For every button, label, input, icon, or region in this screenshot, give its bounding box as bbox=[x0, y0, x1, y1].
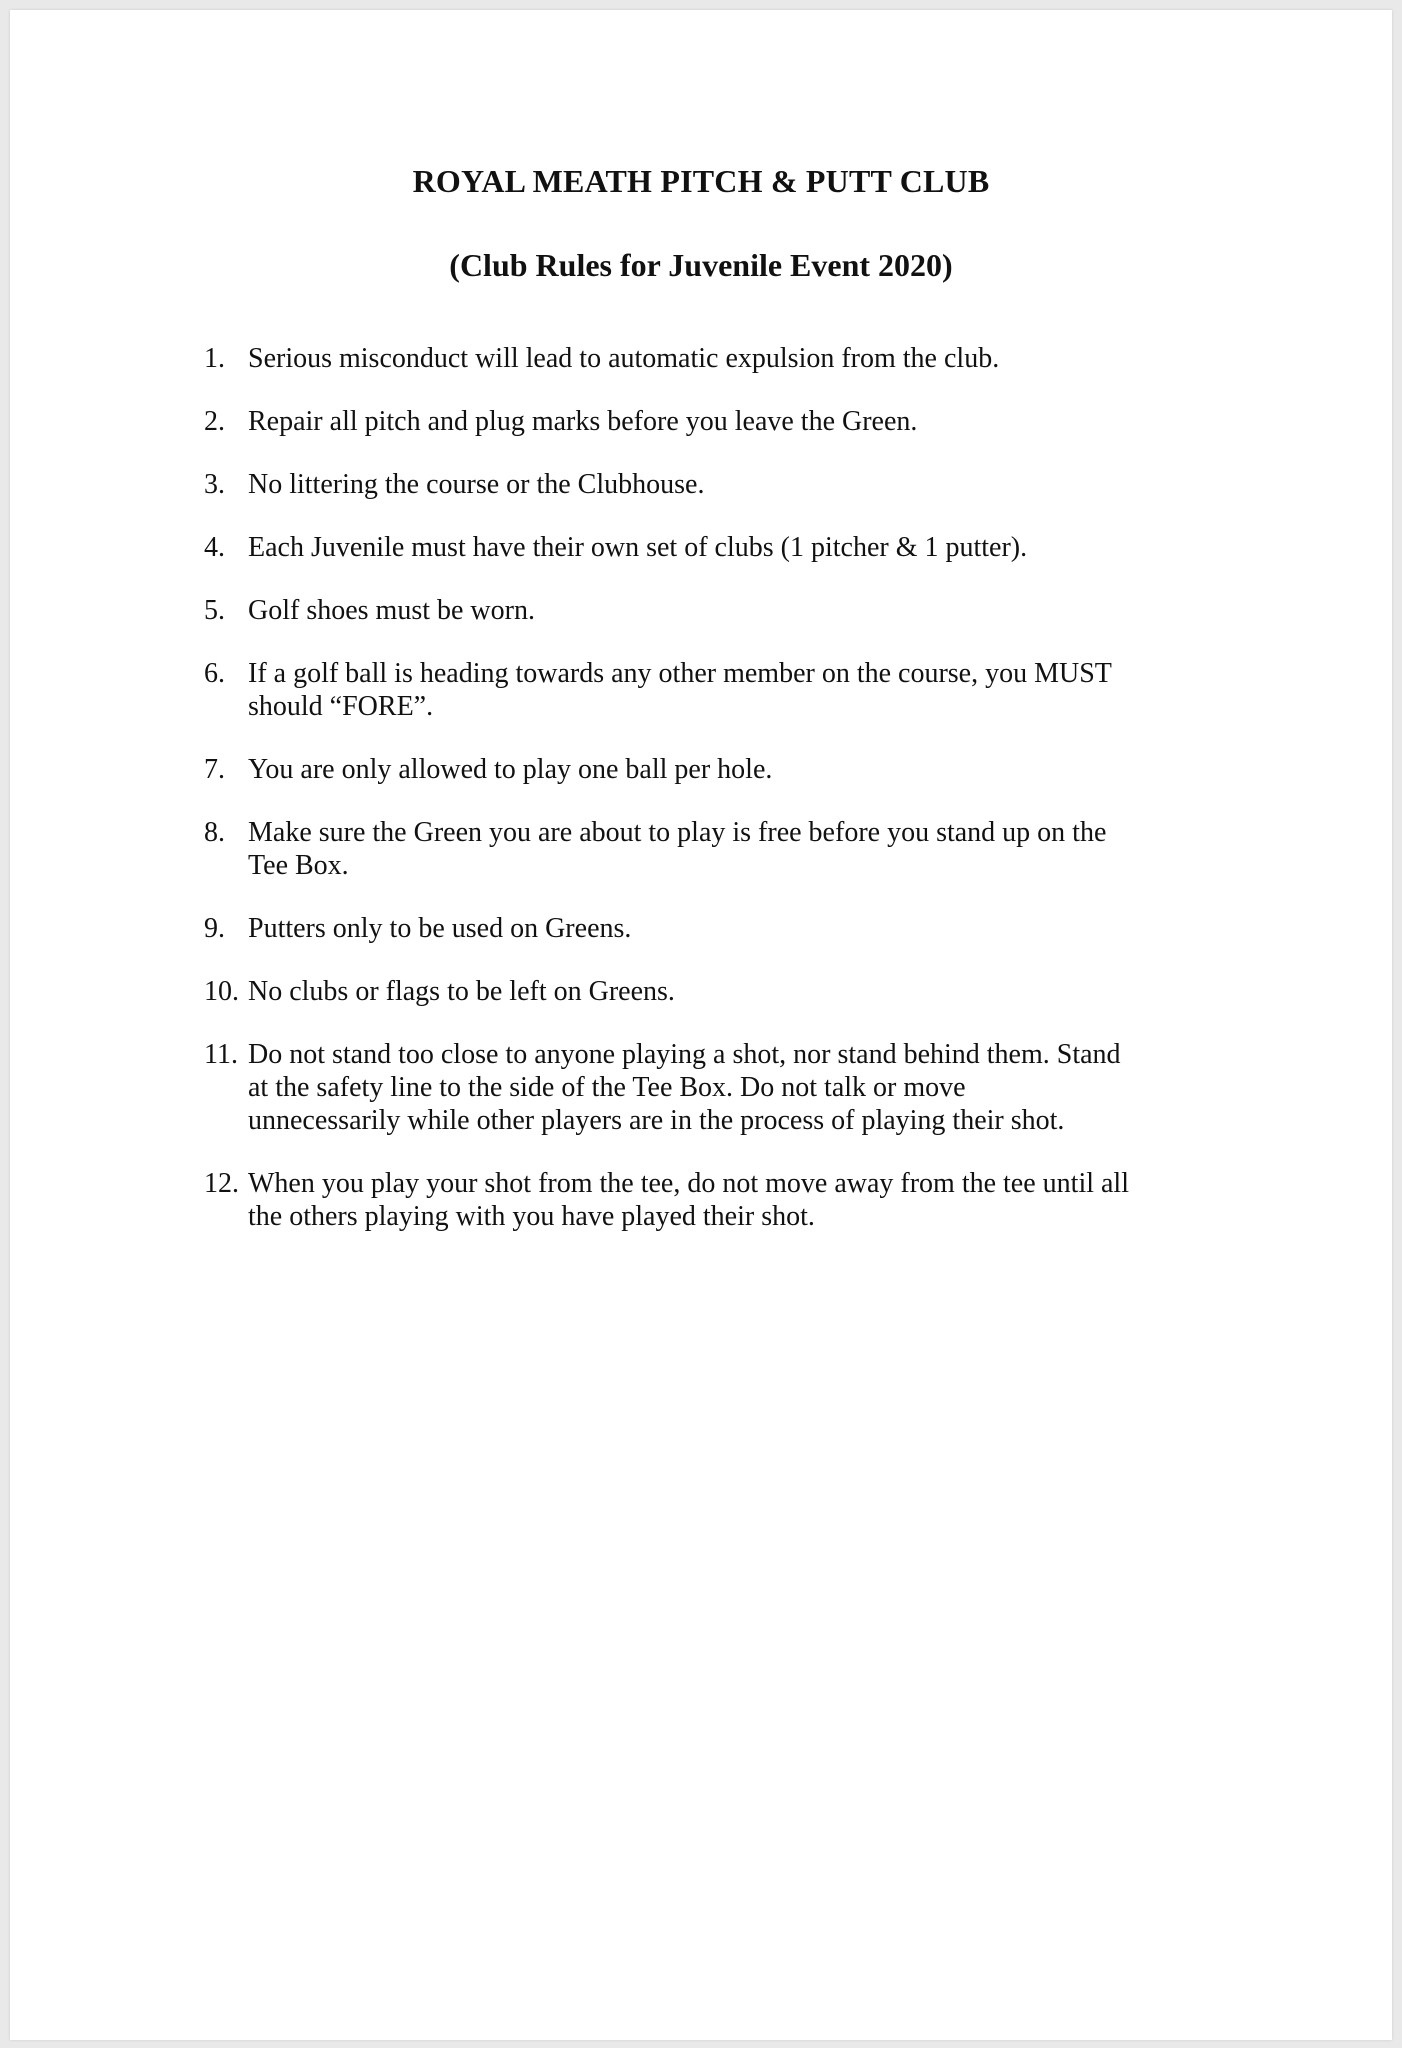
rules-list bbox=[204, 342, 1204, 1263]
rule-number: 10. bbox=[204, 976, 239, 1007]
rule-item-9 bbox=[204, 912, 1204, 945]
document-page bbox=[10, 10, 1392, 2040]
rule-text: Repair all pitch and plug marks before you leave the Green. bbox=[248, 406, 918, 437]
rule-item-4 bbox=[204, 531, 1204, 564]
rule-number: 2. bbox=[204, 406, 225, 437]
document-title: ROYAL MEATH PITCH & PUTT CLUB bbox=[412, 163, 990, 199]
rule-text: Putters only to be used on Greens. bbox=[248, 913, 632, 944]
rule-item-1 bbox=[204, 342, 1204, 375]
rule-item-6 bbox=[204, 657, 1204, 723]
rule-text: Serious misconduct will lead to automatic expulsion from the club. bbox=[248, 343, 1000, 374]
rule-item-5 bbox=[204, 594, 1204, 627]
rule-text: Golf shoes must be worn. bbox=[248, 595, 535, 626]
rule-number: 4. bbox=[204, 532, 225, 563]
rule-text: You are only allowed to play one ball per hole. bbox=[248, 754, 773, 785]
rule-item-10 bbox=[204, 975, 1204, 1008]
rule-text: Each Juvenile must have their own set of clubs (1 pitcher & 1 putter). bbox=[248, 532, 1028, 563]
rule-item-11 bbox=[204, 1038, 1204, 1137]
rule-item-8 bbox=[204, 816, 1204, 882]
rule-text: No littering the course or the Clubhouse. bbox=[248, 469, 705, 500]
document-subtitle: (Club Rules for Juvenile Event 2020) bbox=[449, 247, 953, 283]
rule-number: 1. bbox=[204, 343, 225, 374]
rule-item-12 bbox=[204, 1167, 1204, 1233]
rule-text: No clubs or flags to be left on Greens. bbox=[248, 976, 675, 1007]
rule-item-7 bbox=[204, 753, 1204, 786]
rule-number: 3. bbox=[204, 469, 225, 500]
rule-number: 7. bbox=[204, 754, 225, 785]
rule-number: 5. bbox=[204, 595, 225, 626]
rule-text: If a golf ball is heading towards any other member on the course, you MUST should “FORE”. bbox=[248, 658, 1112, 722]
rule-number: 8. bbox=[204, 817, 225, 848]
rule-number: 12. bbox=[204, 1168, 239, 1199]
rule-item-2 bbox=[204, 405, 1204, 438]
rule-text: Make sure the Green you are about to play is free before you stand up on the Tee Box. bbox=[248, 817, 1107, 881]
rule-number: 9. bbox=[204, 913, 225, 944]
rule-text: When you play your shot from the tee, do not move away from the tee until all the others playing with you have played their shot. bbox=[248, 1168, 1129, 1232]
rule-number: 11. bbox=[204, 1039, 238, 1070]
rule-number: 6. bbox=[204, 658, 225, 689]
rule-item-3 bbox=[204, 468, 1204, 501]
rule-text: Do not stand too close to anyone playing a shot, nor stand behind them. Stand at the safety line to the side of the Tee Box. Do not talk or move unnecessarily while other players are in the process of playing their shot. bbox=[248, 1039, 1121, 1136]
